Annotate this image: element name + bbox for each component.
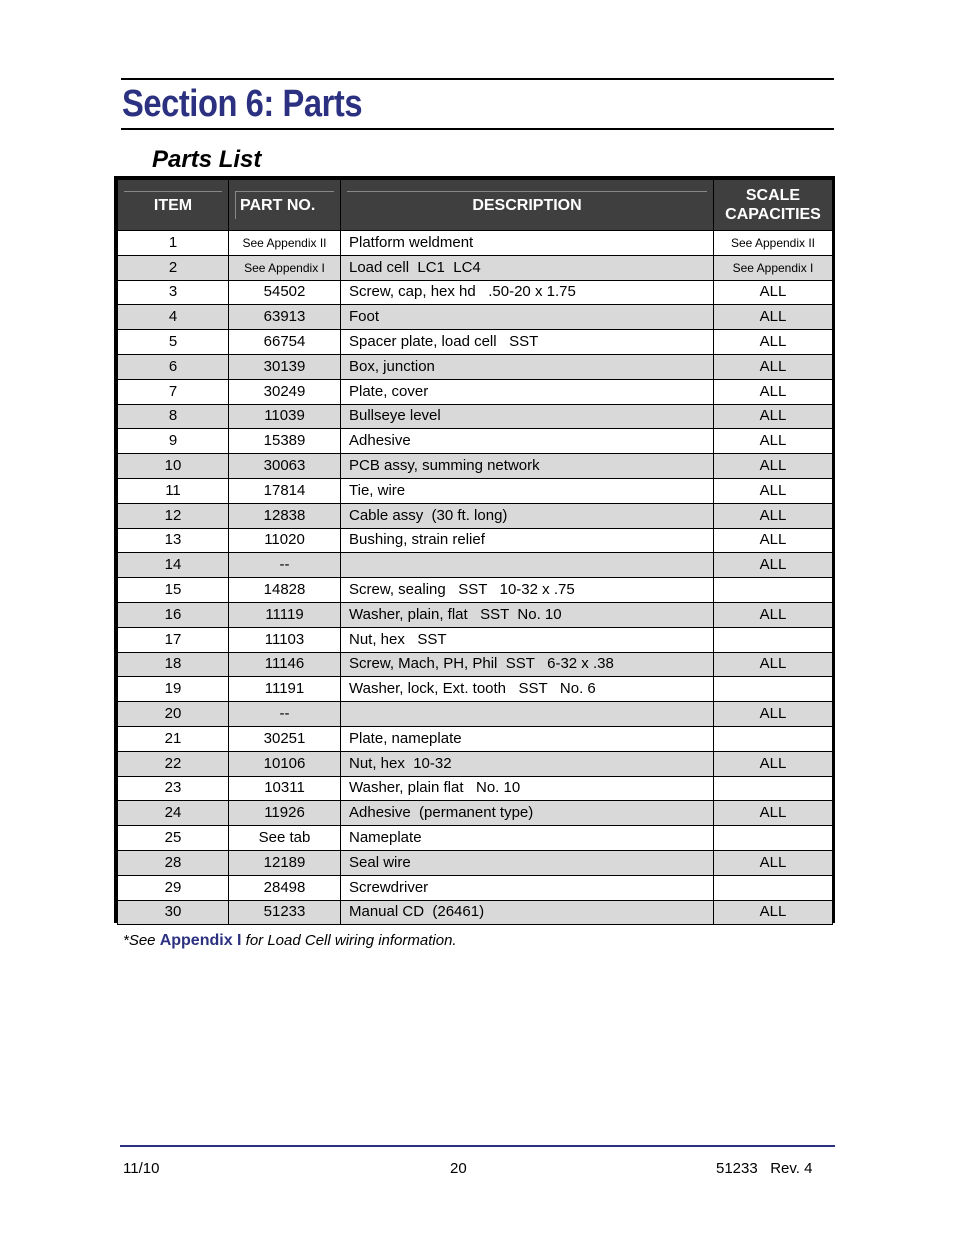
cell-item: 3 <box>118 280 229 305</box>
cell-item: 5 <box>118 330 229 355</box>
table-row <box>118 330 833 355</box>
cell-description: Plate, nameplate <box>341 726 714 751</box>
cell-description: Washer, plain flat No. 10 <box>341 776 714 801</box>
table-row <box>118 602 833 627</box>
cell-description: PCB assy, summing network <box>341 454 714 479</box>
parts-table-frame <box>114 176 835 923</box>
cell-part-no: 11103 <box>229 627 341 652</box>
cell-item: 15 <box>118 578 229 603</box>
cell-part-no: 30063 <box>229 454 341 479</box>
cell-part-no: 15389 <box>229 429 341 454</box>
cell-scale-capacity: ALL <box>714 478 833 503</box>
cell-description: Foot <box>341 305 714 330</box>
table-row <box>118 627 833 652</box>
table-row <box>118 776 833 801</box>
cell-description: Bushing, strain relief <box>341 528 714 553</box>
cell-scale-capacity: ALL <box>714 280 833 305</box>
cell-description: Nut, hex 10-32 <box>341 751 714 776</box>
cell-item: 28 <box>118 850 229 875</box>
cell-item: 17 <box>118 627 229 652</box>
cell-part-no: 17814 <box>229 478 341 503</box>
cell-item: 30 <box>118 900 229 925</box>
cell-description: Washer, plain, flat SST No. 10 <box>341 602 714 627</box>
table-row <box>118 478 833 503</box>
cell-item: 25 <box>118 826 229 851</box>
cell-part-no: 30249 <box>229 379 341 404</box>
table-row <box>118 652 833 677</box>
cell-scale-capacity: ALL <box>714 900 833 925</box>
footer-rule <box>120 1145 835 1147</box>
footnote: *See Appendix I for Load Cell wiring information. <box>123 932 457 949</box>
cell-item: 9 <box>118 429 229 454</box>
cell-description: Tie, wire <box>341 478 714 503</box>
cell-item: 7 <box>118 379 229 404</box>
parts-list-heading: Parts List <box>152 146 262 173</box>
cell-part-no: 10106 <box>229 751 341 776</box>
table-row <box>118 751 833 776</box>
table-row <box>118 726 833 751</box>
cell-description: Spacer plate, load cell SST <box>341 330 714 355</box>
cell-description: Bullseye level <box>341 404 714 429</box>
header-scale-capacities: SCALE CAPACITIES <box>714 180 833 231</box>
cell-scale-capacity: ALL <box>714 404 833 429</box>
table-row <box>118 702 833 727</box>
cell-description: Screw, cap, hex hd .50-20 x 1.75 <box>341 280 714 305</box>
cell-description: Manual CD (26461) <box>341 900 714 925</box>
cell-scale-capacity: ALL <box>714 330 833 355</box>
parts-table <box>117 179 833 925</box>
appendix-link[interactable]: Appendix I <box>159 932 242 949</box>
cell-item: 29 <box>118 875 229 900</box>
table-row <box>118 255 833 280</box>
cell-scale-capacity <box>714 578 833 603</box>
header-part-no: PART NO. <box>229 180 341 231</box>
table-row <box>118 280 833 305</box>
parts-table-body <box>118 231 833 925</box>
cell-description: Platform weldment <box>341 231 714 256</box>
cell-description: Adhesive (permanent type) <box>341 801 714 826</box>
cell-item: 10 <box>118 454 229 479</box>
cell-part-no: -- <box>229 553 341 578</box>
cell-item: 6 <box>118 354 229 379</box>
cell-item: 21 <box>118 726 229 751</box>
cell-part-no: See Appendix II <box>229 231 341 256</box>
cell-part-no: -- <box>229 702 341 727</box>
cell-description: Adhesive <box>341 429 714 454</box>
cell-part-no: See tab <box>229 826 341 851</box>
table-row <box>118 231 833 256</box>
cell-part-no: 10311 <box>229 776 341 801</box>
cell-description <box>341 702 714 727</box>
cell-item: 20 <box>118 702 229 727</box>
cell-item: 22 <box>118 751 229 776</box>
cell-description: Screwdriver <box>341 875 714 900</box>
cell-part-no: See Appendix I <box>229 255 341 280</box>
cell-item: 16 <box>118 602 229 627</box>
cell-item: 18 <box>118 652 229 677</box>
cell-scale-capacity: ALL <box>714 305 833 330</box>
table-header-row <box>118 180 833 231</box>
table-row <box>118 503 833 528</box>
cell-scale-capacity: See Appendix II <box>714 231 833 256</box>
cell-item: 12 <box>118 503 229 528</box>
table-row <box>118 875 833 900</box>
cell-part-no: 11039 <box>229 404 341 429</box>
cell-description: Seal wire <box>341 850 714 875</box>
cell-part-no: 66754 <box>229 330 341 355</box>
cell-item: 1 <box>118 231 229 256</box>
cell-part-no: 11020 <box>229 528 341 553</box>
table-row <box>118 826 833 851</box>
cell-scale-capacity: ALL <box>714 602 833 627</box>
table-row <box>118 801 833 826</box>
cell-description: Nut, hex SST <box>341 627 714 652</box>
table-row <box>118 454 833 479</box>
cell-part-no: 12189 <box>229 850 341 875</box>
cell-item: 23 <box>118 776 229 801</box>
cell-description: Load cell LC1 LC4 <box>341 255 714 280</box>
cell-scale-capacity <box>714 826 833 851</box>
cell-scale-capacity: ALL <box>714 553 833 578</box>
cell-scale-capacity: See Appendix I <box>714 255 833 280</box>
cell-part-no: 30139 <box>229 354 341 379</box>
cell-scale-capacity: ALL <box>714 801 833 826</box>
cell-part-no: 11191 <box>229 677 341 702</box>
cell-item: 19 <box>118 677 229 702</box>
cell-part-no: 11926 <box>229 801 341 826</box>
table-row <box>118 305 833 330</box>
cell-scale-capacity <box>714 875 833 900</box>
cell-item: 8 <box>118 404 229 429</box>
cell-scale-capacity: ALL <box>714 429 833 454</box>
cell-scale-capacity: ALL <box>714 379 833 404</box>
title-rule <box>121 128 834 130</box>
cell-description: Nameplate <box>341 826 714 851</box>
cell-description: Cable assy (30 ft. long) <box>341 503 714 528</box>
cell-item: 2 <box>118 255 229 280</box>
footer-date: 11/10 <box>123 1160 160 1177</box>
cell-part-no: 28498 <box>229 875 341 900</box>
cell-part-no: 54502 <box>229 280 341 305</box>
cell-part-no: 11146 <box>229 652 341 677</box>
cell-item: 4 <box>118 305 229 330</box>
cell-part-no: 11119 <box>229 602 341 627</box>
cell-item: 14 <box>118 553 229 578</box>
cell-scale-capacity <box>714 726 833 751</box>
cell-description: Plate, cover <box>341 379 714 404</box>
cell-scale-capacity <box>714 776 833 801</box>
table-row <box>118 429 833 454</box>
header-item: ITEM <box>118 180 229 231</box>
cell-part-no: 63913 <box>229 305 341 330</box>
cell-description: Box, junction <box>341 354 714 379</box>
cell-part-no: 51233 <box>229 900 341 925</box>
table-row <box>118 379 833 404</box>
cell-part-no: 14828 <box>229 578 341 603</box>
cell-description: Screw, Mach, PH, Phil SST 6-32 x .38 <box>341 652 714 677</box>
cell-scale-capacity: ALL <box>714 354 833 379</box>
table-row <box>118 404 833 429</box>
cell-description: Washer, lock, Ext. tooth SST No. 6 <box>341 677 714 702</box>
footer-doc-number: 51233 Rev. 4 <box>716 1160 813 1177</box>
cell-scale-capacity: ALL <box>714 850 833 875</box>
section-title: Section 6: Parts <box>122 83 363 125</box>
cell-scale-capacity: ALL <box>714 751 833 776</box>
table-row <box>118 900 833 925</box>
table-row <box>118 354 833 379</box>
cell-item: 11 <box>118 478 229 503</box>
cell-scale-capacity <box>714 627 833 652</box>
cell-scale-capacity: ALL <box>714 528 833 553</box>
table-row <box>118 578 833 603</box>
cell-description: Screw, sealing SST 10-32 x .75 <box>341 578 714 603</box>
cell-item: 24 <box>118 801 229 826</box>
cell-item: 13 <box>118 528 229 553</box>
table-row <box>118 553 833 578</box>
cell-part-no: 12838 <box>229 503 341 528</box>
cell-scale-capacity: ALL <box>714 652 833 677</box>
cell-scale-capacity <box>714 677 833 702</box>
table-row <box>118 677 833 702</box>
table-row <box>118 850 833 875</box>
footer-page-number: 20 <box>450 1160 467 1177</box>
cell-description <box>341 553 714 578</box>
cell-part-no: 30251 <box>229 726 341 751</box>
cell-scale-capacity: ALL <box>714 503 833 528</box>
cell-scale-capacity: ALL <box>714 702 833 727</box>
header-description: DESCRIPTION <box>341 180 714 231</box>
table-row <box>118 528 833 553</box>
cell-scale-capacity: ALL <box>714 454 833 479</box>
